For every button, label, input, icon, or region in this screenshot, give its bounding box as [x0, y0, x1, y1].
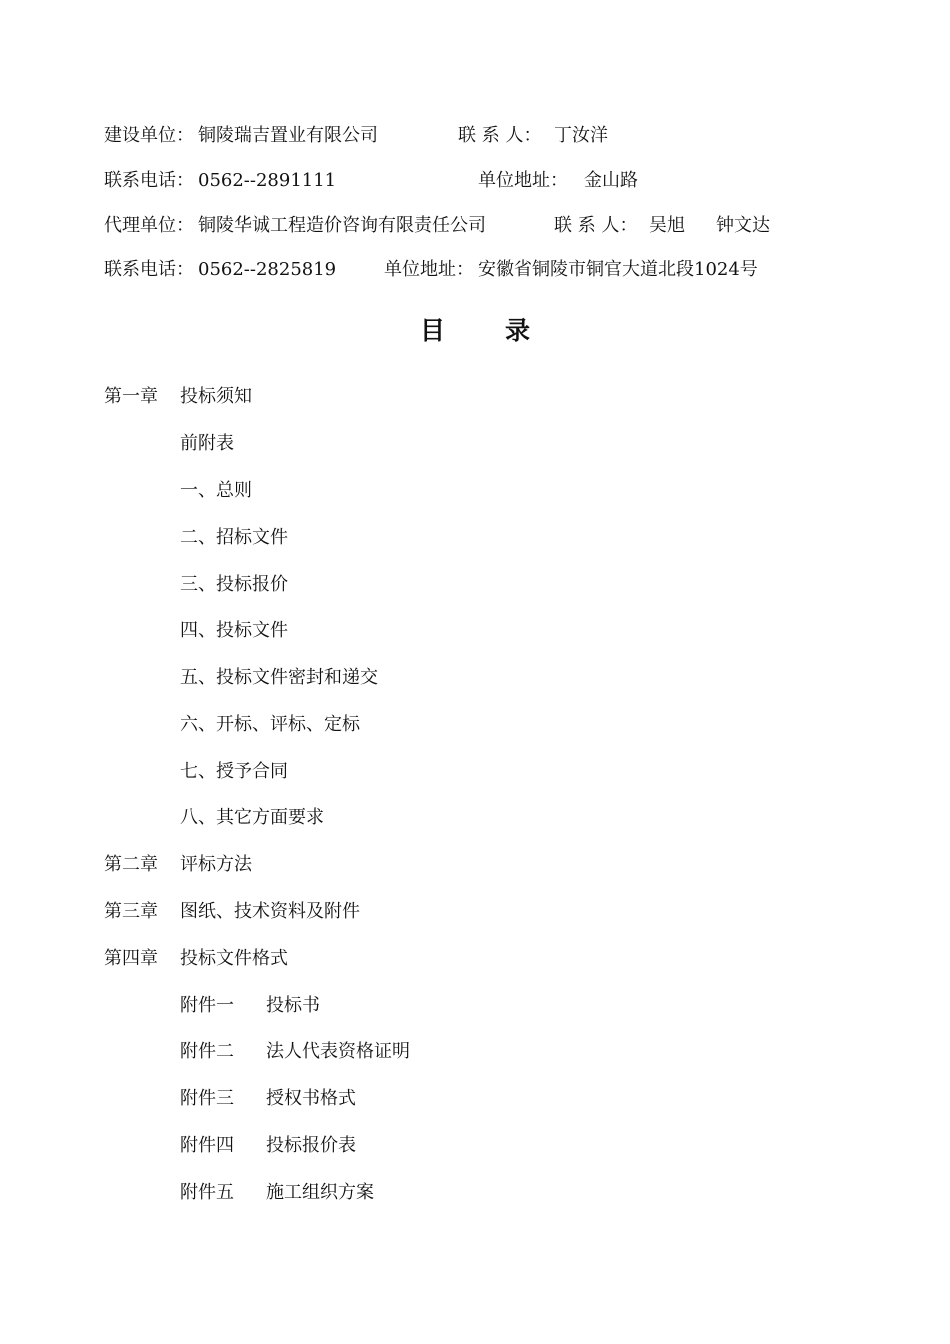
attachment-prefix: 附件二: [180, 1041, 234, 1062]
builder-contact-label: 联 系 人：: [458, 125, 542, 146]
attachment-text: 施工组织方案: [266, 1182, 374, 1203]
toc-item-text: 一、总则: [180, 480, 252, 501]
attachment-prefix: 附件五: [180, 1182, 234, 1203]
toc-item-text: 六、开标、评标、定标: [180, 714, 360, 735]
toc-title: [0, 315, 950, 347]
toc-item-text: 评标方法: [180, 854, 252, 875]
toc-item-text: 图纸、技术资料及附件: [180, 901, 360, 922]
builder-phone-value: 0562--2891111: [198, 170, 337, 191]
toc-item-text: 五、投标文件密封和递交: [180, 667, 378, 688]
attachment-prefix: 附件四: [180, 1135, 234, 1156]
builder-address-label: 单位地址：: [478, 170, 568, 191]
attachment-prefix: 附件一: [180, 995, 234, 1016]
agent-contact-label: 联 系 人：: [554, 215, 638, 236]
attachment-text: 投标书: [266, 995, 320, 1016]
builder-phone-label: 联系电话：: [104, 170, 194, 191]
builder-contact-value: 丁汝洋: [554, 125, 608, 146]
toc-item-prefix: 第二章: [104, 854, 158, 875]
toc-title-char-1: 目: [419, 316, 445, 345]
builder-address-value: 金山路: [584, 170, 638, 191]
toc-item-text: 前附表: [180, 433, 234, 454]
builder-label: 建设单位：: [104, 125, 194, 146]
attachment-text: 投标报价表: [266, 1135, 356, 1156]
toc-item-prefix: 第一章: [104, 386, 158, 407]
toc-item-text: 二、招标文件: [180, 527, 288, 548]
toc-item-text: 八、其它方面要求: [180, 807, 324, 828]
agent-phone-value: 0562--2825819: [198, 259, 337, 280]
toc-title-char-2: 录: [505, 316, 531, 345]
toc-item: [104, 385, 158, 409]
toc-item-prefix: 第三章: [104, 901, 158, 922]
builder-value: 铜陵瑞吉置业有限公司: [198, 125, 378, 146]
toc-item-text: 投标文件格式: [180, 948, 288, 969]
attachment-prefix: 附件三: [180, 1088, 234, 1109]
agent-value: 铜陵华诚工程造价咨询有限责任公司: [198, 215, 486, 236]
attachment-text: 授权书格式: [266, 1088, 356, 1109]
agent-address-value: 安徽省铜陵市铜官大道北段1024号: [478, 259, 758, 280]
agent-address-label: 单位地址：: [384, 259, 474, 280]
toc-item-text: 三、投标报价: [180, 574, 288, 595]
attachment-text: 法人代表资格证明: [266, 1041, 410, 1062]
agent-phone-label: 联系电话：: [104, 259, 194, 280]
agent-contact-value-1: 吴旭: [649, 215, 685, 236]
agent-contact-value-2: 钟文达: [716, 215, 770, 236]
toc-item-text: 七、授予合同: [180, 761, 288, 782]
toc-item-text: 四、投标文件: [180, 620, 288, 641]
toc-item-prefix: 第四章: [104, 948, 158, 969]
toc-item-text: 投标须知: [180, 386, 252, 407]
agent-label: 代理单位：: [104, 215, 194, 236]
